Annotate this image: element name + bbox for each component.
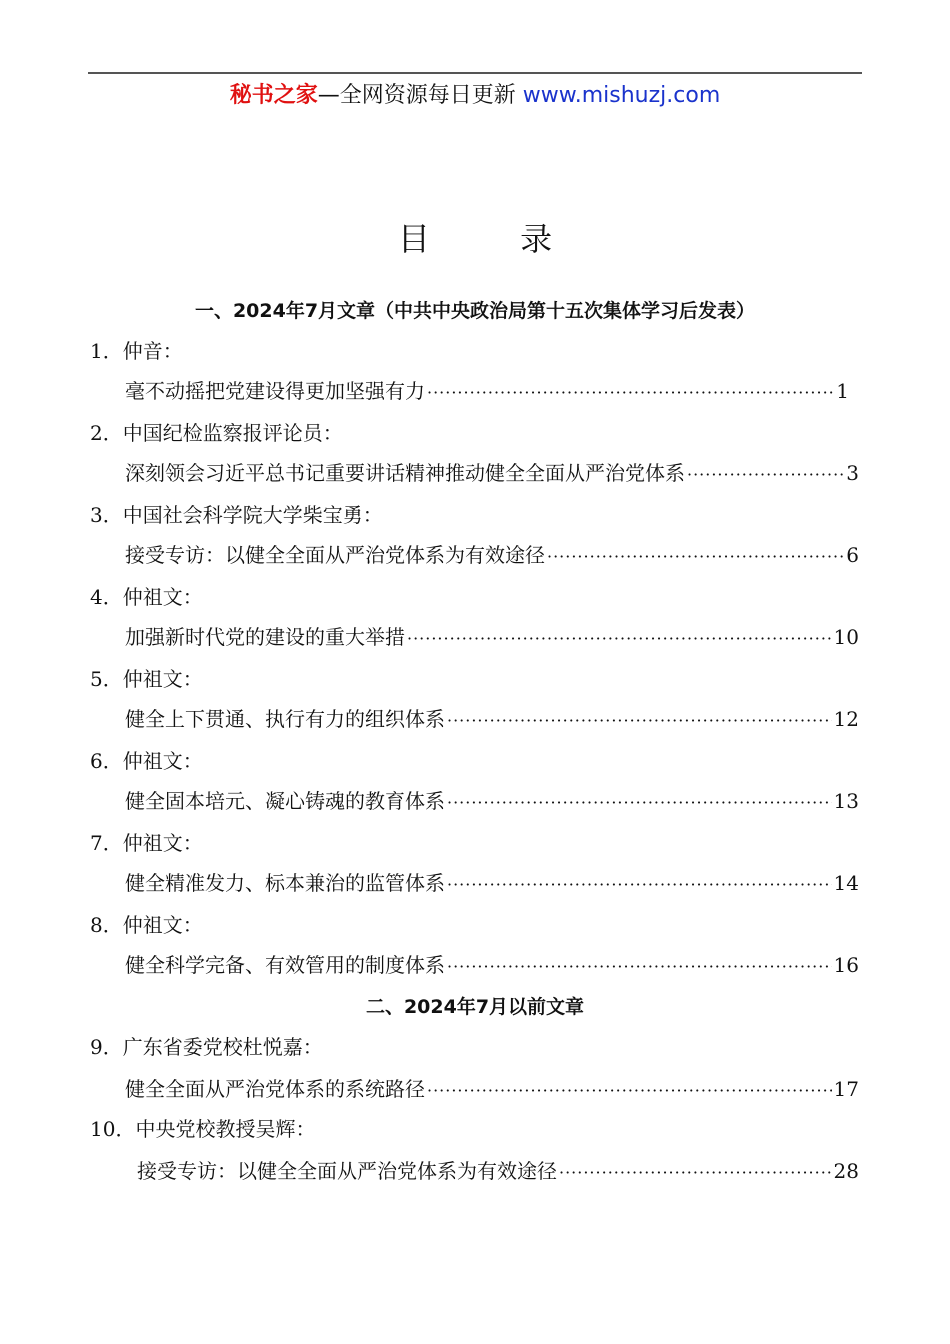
toc-entry-line[interactable] [125,622,859,654]
toc-leader-dots [447,788,832,818]
site-header [0,80,950,112]
toc-page-number: 14 [833,871,859,895]
toc-entry-title: 毫不动摇把党建设得更加坚强有力 [125,379,425,403]
site-brand: 秘书之家 [229,83,318,108]
site-slogan: —全网资源每日更新 [317,83,516,108]
toc-entry-author: 4．仲祖文： [90,585,203,609]
toc-page-number: 6 [846,543,859,567]
toc-entry-title: 健全上下贯通、执行有力的组织体系 [125,707,445,731]
toc-entry-line[interactable] [125,376,849,408]
toc-entry-line[interactable] [125,540,859,572]
toc-page-number: 13 [833,789,859,813]
toc-entry-title: 健全科学完备、有效管用的制度体系 [125,953,445,977]
toc-entry-title: 健全精准发力、标本兼治的监管体系 [125,871,445,895]
toc-entry-title: 健全全面从严治党体系的系统路径 [125,1077,425,1101]
toc-leader-dots [547,542,844,572]
header-rule [88,72,862,74]
toc-entry-author: 10．中央党校教授吴辉： [90,1117,316,1141]
toc-page-number: 17 [833,1077,859,1101]
toc-entry-author: 9．广东省委党校杜悦嘉： [90,1035,323,1059]
toc-entry-author: 2．中国纪检监察报评论员： [90,421,343,445]
toc-page-number: 28 [833,1159,859,1183]
toc-entry-title: 深刻领会习近平总书记重要讲话精神推动健全全面从严治党体系 [125,461,685,485]
toc-entry-line[interactable] [125,786,859,818]
toc-leader-dots [427,1076,832,1106]
toc-entry-author: 5．仲祖文： [90,667,203,691]
toc-page-number: 1 [836,379,849,403]
site-url-link[interactable]: www.mishuzj.com [522,83,721,108]
toc-leader-dots [447,706,832,736]
toc-entry-author: 3．中国社会科学院大学柴宝勇： [90,503,383,527]
toc-entry-line[interactable] [137,1156,859,1188]
toc-leader-dots [447,870,832,900]
toc-leader-dots [559,1158,832,1188]
toc-page-number: 16 [833,953,859,977]
page-title: 目 录 [397,220,593,258]
toc-entry-line[interactable] [125,1074,859,1106]
section-heading-2: 二、2024年7月以前文章 [365,996,585,1018]
toc-entry-title: 健全固本培元、凝心铸魂的教育体系 [125,789,445,813]
toc-page-number: 10 [833,625,859,649]
toc-leader-dots [447,952,832,982]
toc-entry-author: 1．仲音： [90,339,183,363]
toc-entry-line[interactable] [125,704,859,736]
toc-entry-author: 8．仲祖文： [90,913,203,937]
toc-entry-title: 接受专访：以健全全面从严治党体系为有效途径 [137,1159,557,1183]
toc-leader-dots [687,460,844,490]
toc-entry-line[interactable] [125,458,859,490]
toc-entry-title: 接受专访：以健全全面从严治党体系为有效途径 [125,543,545,567]
toc-entry-line[interactable] [125,950,859,982]
toc-leader-dots [427,378,834,408]
toc-entry-line[interactable] [125,868,859,900]
section-heading-1: 一、2024年7月文章（中共中央政治局第十五次集体学习后发表） [194,300,756,322]
toc-entry-author: 7．仲祖文： [90,831,203,855]
toc-entry-title: 加强新时代党的建设的重大举措 [125,625,405,649]
toc-entry-author: 6．仲祖文： [90,749,203,773]
toc-page-number: 3 [846,461,859,485]
toc-page-number: 12 [833,707,859,731]
toc-leader-dots [407,624,832,654]
